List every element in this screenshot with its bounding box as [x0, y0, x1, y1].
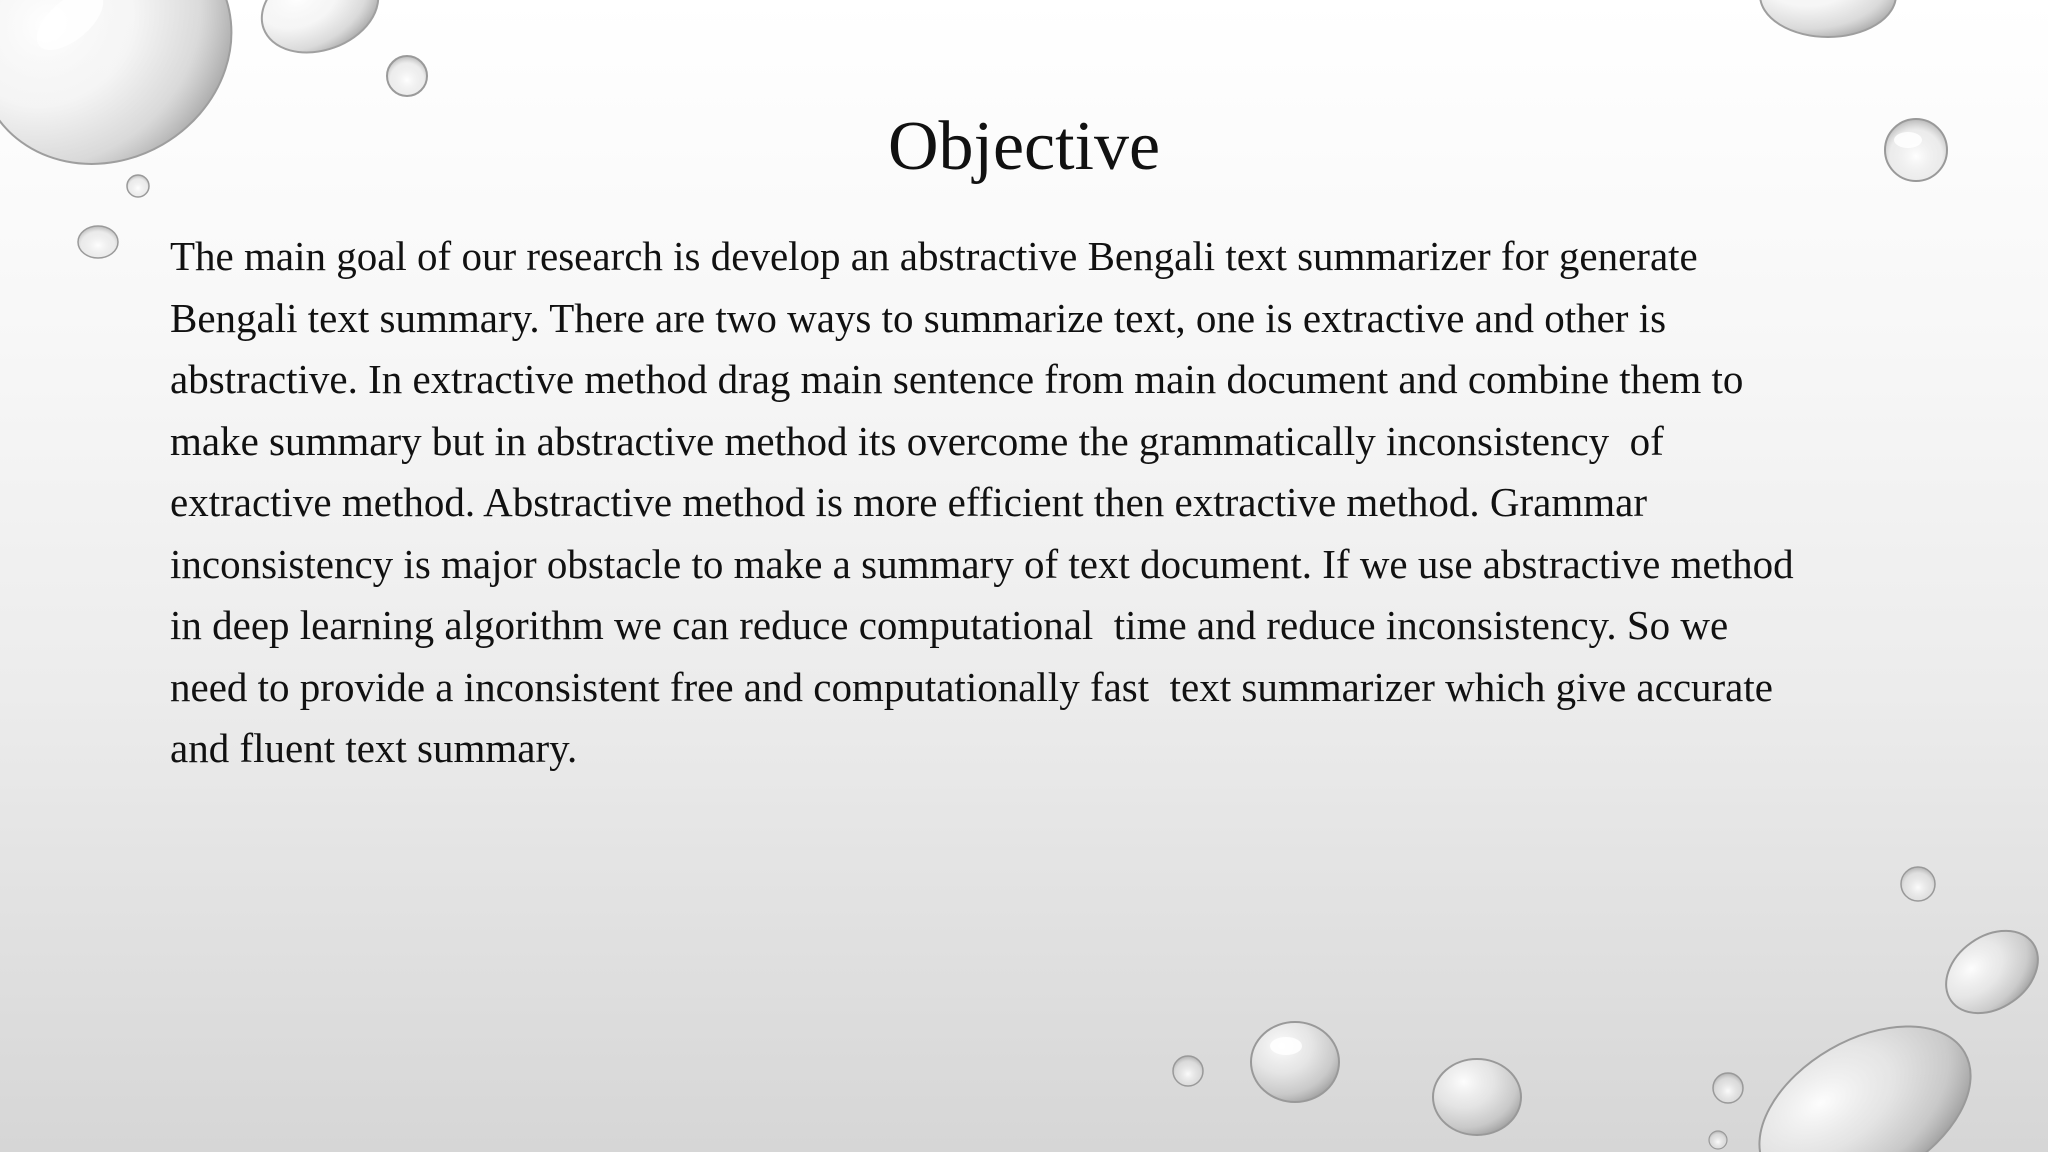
water-drop-icon: [1709, 1131, 1727, 1149]
water-drop-icon: [1901, 867, 1935, 901]
water-drop-icon: [1433, 1059, 1521, 1135]
water-drop-icon: [1760, 0, 1896, 37]
water-drop-icon: [387, 56, 427, 96]
slide-title: Objective: [887, 108, 1161, 185]
slide-body-text: The main goal of our research is develop an abstractive Bengali text summarizer for generate Bengali text summary. There are two ways to summarize text, one is extractive and other is abstractive. In extractive method drag main sentence from main document and combine them to make summary but in abstractive method its overcome the grammatically inconsistency of extractive method. Abstractive method is more efficient then extractive method. Grammar inconsistency is major obstacle to make a summary of text document. If we use abstractive method in deep learning algorithm we can reduce computational time and reduce inconsistency. So we need to provide a inconsistent free and computationally fast text summarizer which give accurate and fluent text summary.: [170, 233, 1794, 771]
water-drop-icon: [249, 0, 390, 68]
water-drop-icon: [1713, 1073, 1743, 1103]
water-drop-icon: [1251, 1022, 1339, 1102]
water-drop-icon: [1930, 914, 2048, 1030]
water-drop-icon: [78, 226, 118, 258]
water-drop-icon: [1173, 1056, 1203, 1086]
water-drop-icon: [1730, 992, 1999, 1152]
